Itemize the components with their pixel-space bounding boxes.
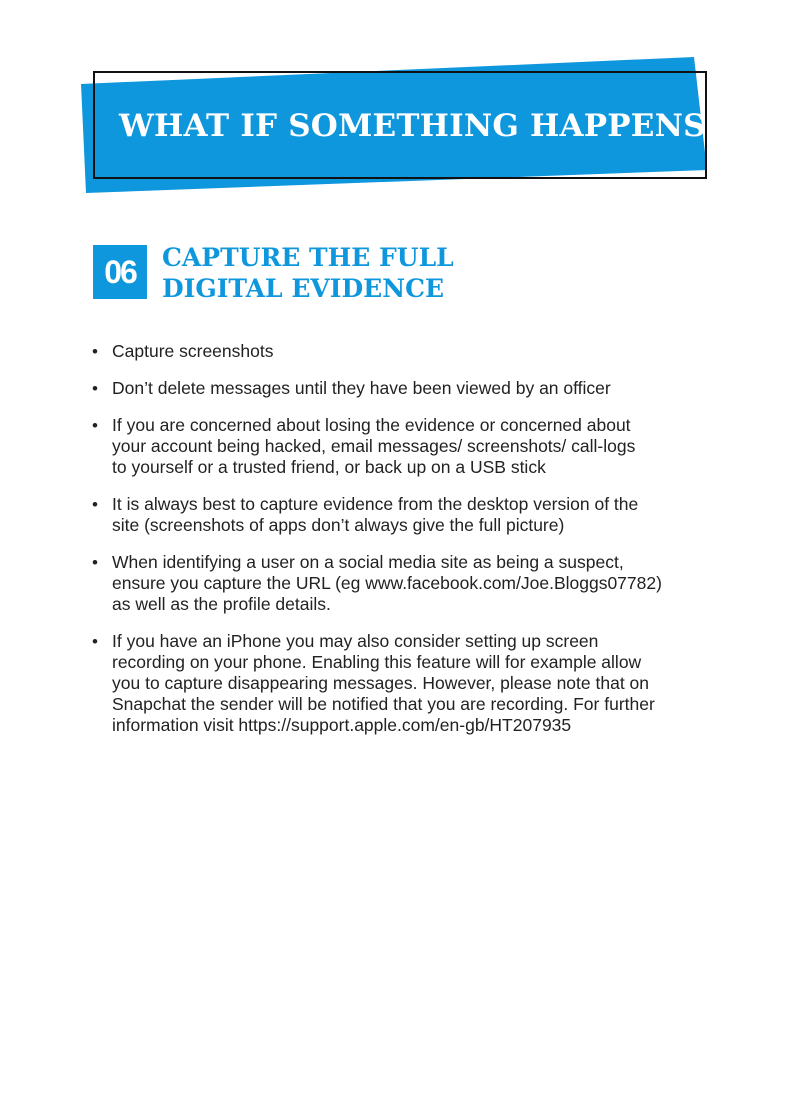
bullet-line: as well as the profile details. [112, 594, 331, 614]
list-item [90, 494, 715, 536]
bullet-text [112, 631, 715, 736]
header-banner [0, 0, 801, 210]
bullet-line: Don’t delete messages until they have been viewed by an officer [112, 378, 611, 398]
list-item [90, 552, 715, 615]
bullet-line: If you are concerned about losing the evidence or concerned about [112, 415, 631, 435]
bullet-text [112, 415, 715, 478]
bullet-line: you to capture disappearing messages. However, please note that on [112, 673, 650, 693]
bullet-line: Capture screenshots [112, 341, 274, 361]
bullet-icon: • [92, 416, 98, 435]
bullet-text [112, 378, 715, 399]
bullet-line: your account being hacked, email messages/ screenshots/ call-logs [112, 436, 636, 456]
bullet-line: to yourself or a trusted friend, or back up on a USB stick [112, 457, 546, 477]
bullet-line: site (screenshots of apps don’t always give the full picture) [112, 515, 565, 535]
page-title: WHAT IF SOMETHING HAPPENS? [119, 108, 725, 144]
section-title-line: DIGITAL EVIDENCE [162, 274, 445, 303]
list-item [90, 631, 715, 736]
bullet-text [112, 341, 715, 362]
bullet-text [112, 552, 715, 615]
banner-graphic [0, 0, 801, 210]
bullet-line: Snapchat the sender will be notified that you are recording. For further [112, 694, 655, 714]
section-title [162, 242, 522, 304]
bullet-line: It is always best to capture evidence from the desktop version of the [112, 494, 639, 514]
list-item [90, 378, 715, 399]
bullet-text [112, 494, 715, 536]
list-item [90, 341, 715, 362]
bullet-line: When identifying a user on a social media site as being a suspect, [112, 552, 624, 572]
bullet-line: If you have an iPhone you may also consider setting up screen [112, 631, 599, 651]
bullet-line: ensure you capture the URL (eg www.facebook.com/Joe.Bloggs07782) [112, 573, 662, 593]
bullet-icon: • [92, 342, 98, 361]
bullet-icon: • [92, 495, 98, 514]
bullet-icon: • [92, 632, 98, 651]
bullet-line: information visit https://support.apple.com/en-gb/HT207935 [112, 715, 572, 735]
section-title-line: CAPTURE THE FULL [162, 243, 454, 272]
bullet-icon: • [92, 553, 98, 572]
list-item [90, 415, 715, 478]
bullet-list [90, 341, 715, 752]
section-number-badge: 06 [93, 245, 147, 299]
bullet-icon: • [92, 379, 98, 398]
bullet-line: recording on your phone. Enabling this feature will for example allow [112, 652, 642, 672]
